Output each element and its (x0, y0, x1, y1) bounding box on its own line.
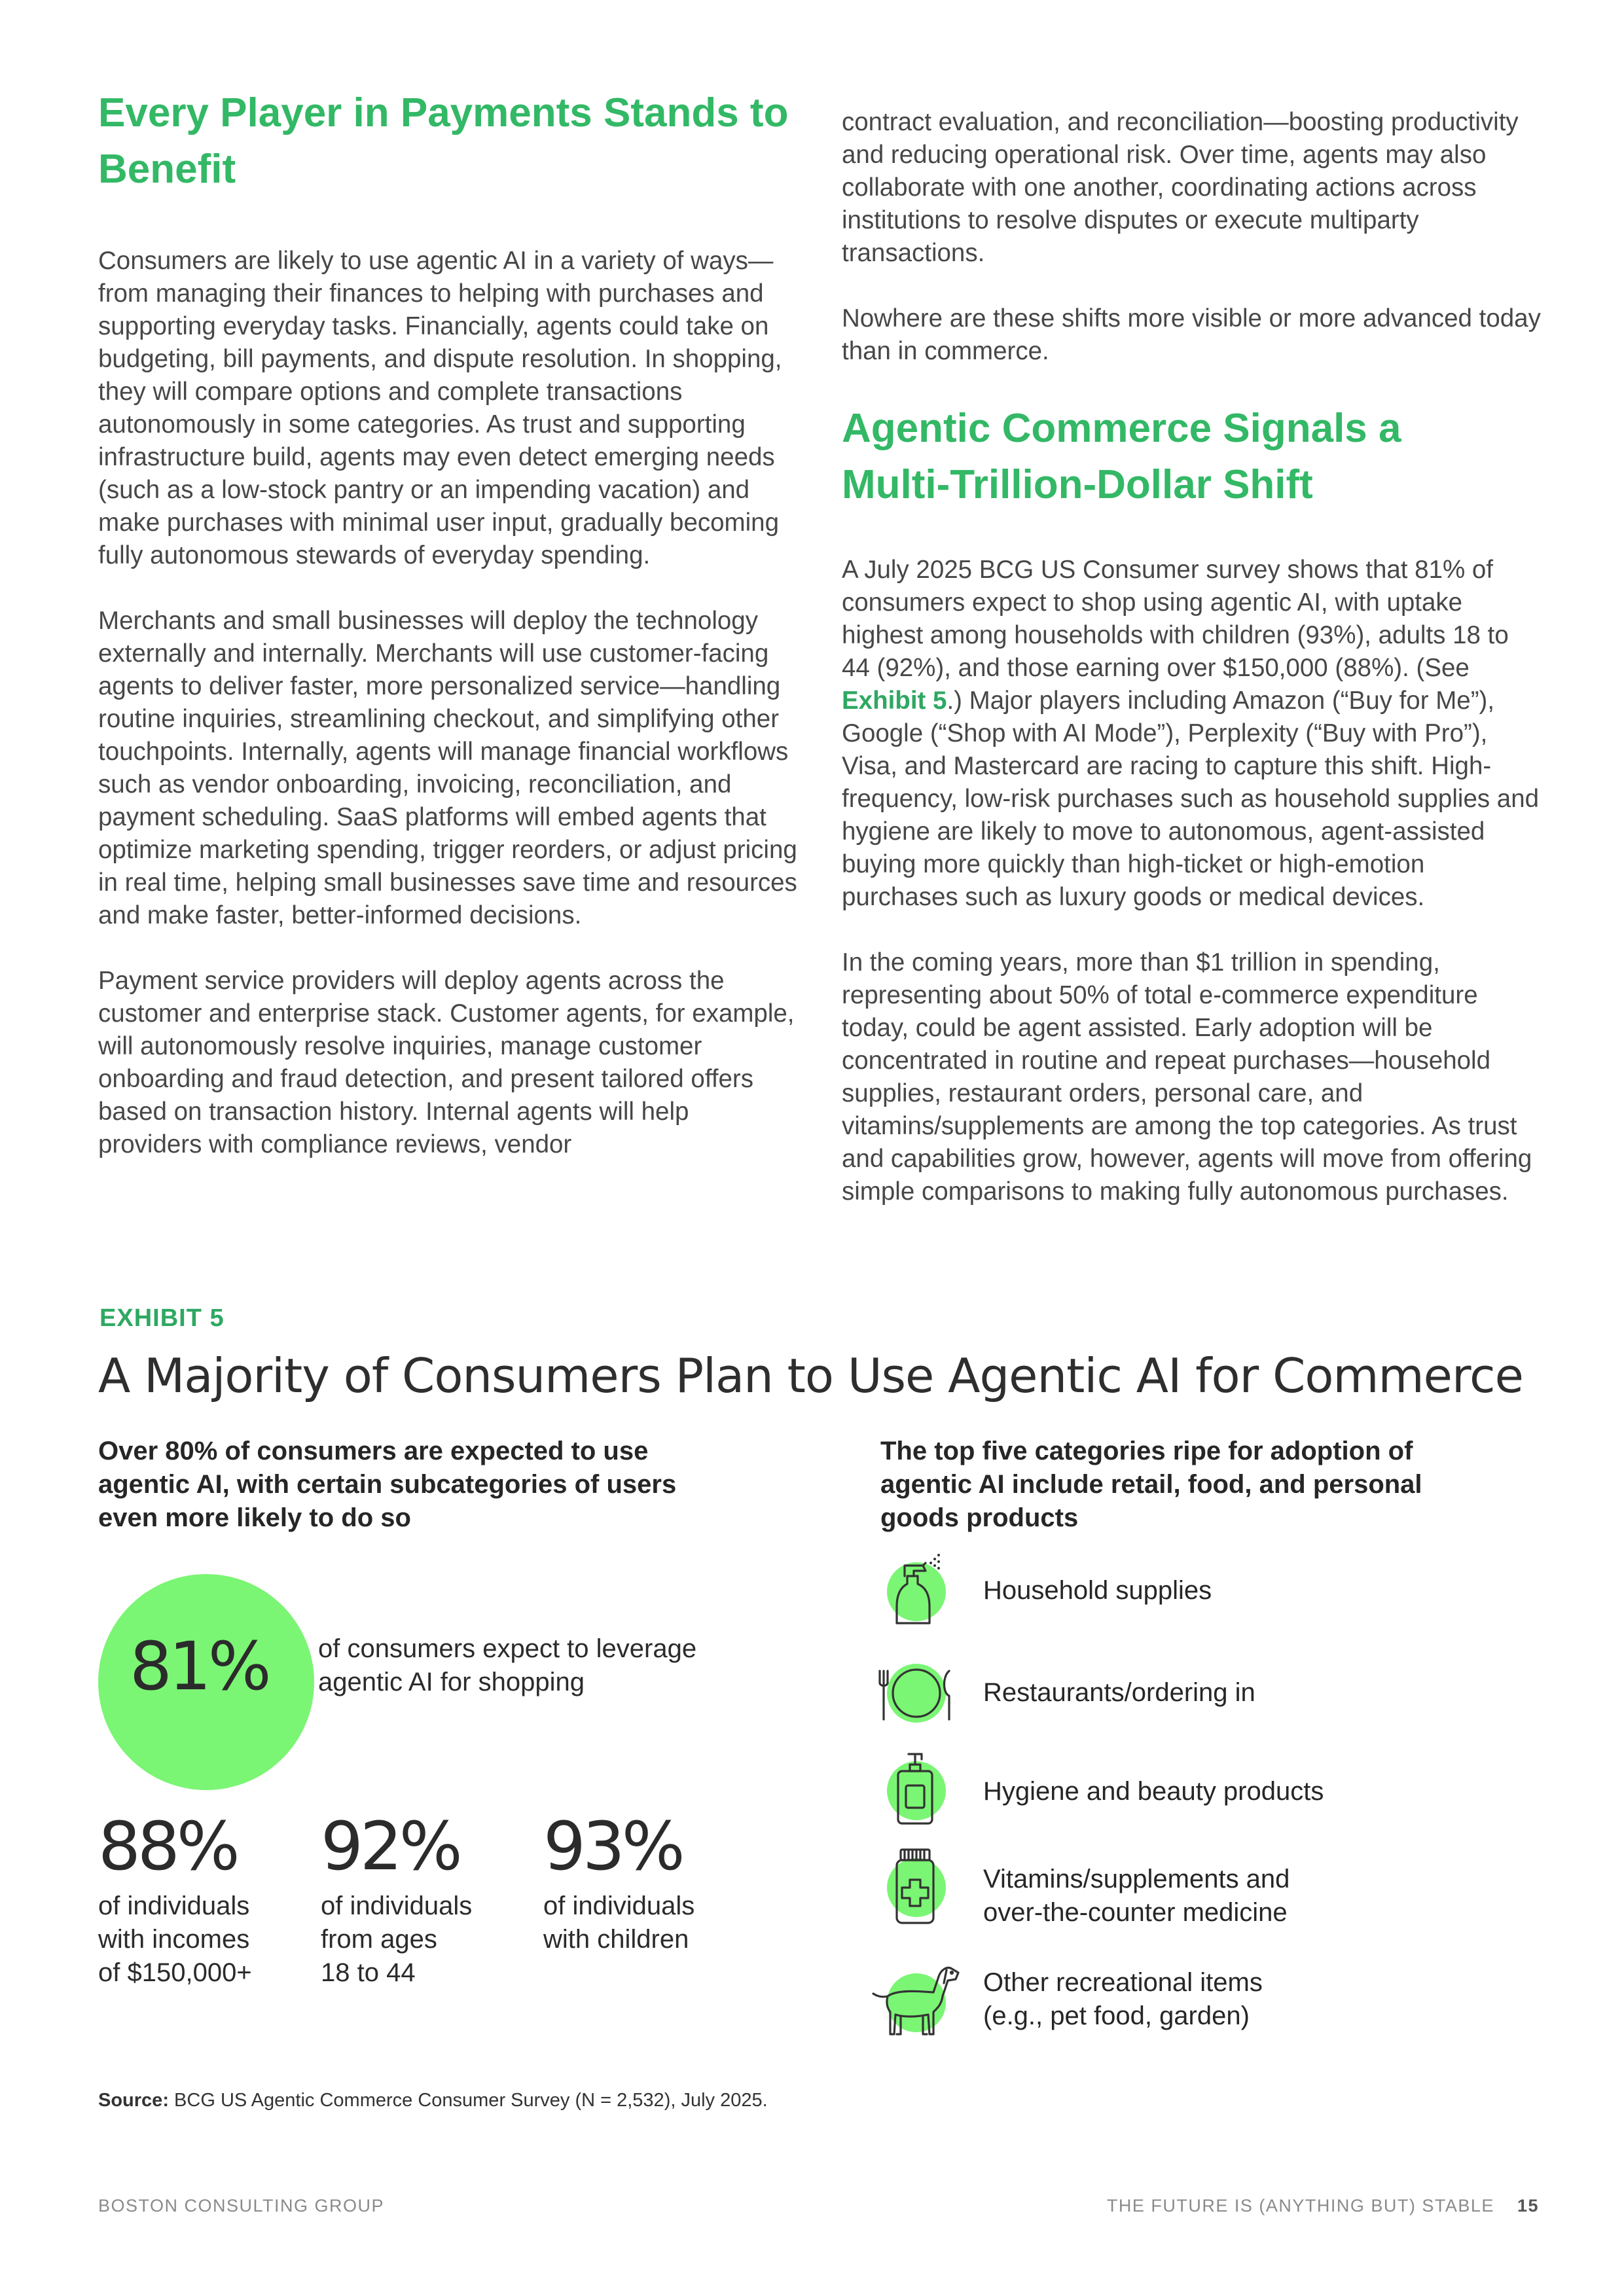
paragraph-consumers: Consumers are likely to use agentic AI in a variety of ways—from managing their finances to helping with purchases and supporting everyday tasks. Financially, agents could take on budgeting, bill payments, and dispute resolution. In shopping, they will compare options and complete transactions autonomously in some categories. As trust and supporting infrastructure build, agents may even detect emerging needs (such as a low-stock pantry or an impending vacation) and make purchases with minimal user input, gradually becoming fully autonomous stewards of everyday spending. (98, 247, 782, 569)
stat-desc-line: with children (543, 1925, 689, 1954)
category-recreational-label-line1: Other recreational items (983, 1968, 1263, 1997)
pump-bottle-svg (871, 1745, 962, 1837)
stat-desc-line: of $150,000+ (98, 1958, 252, 1987)
category-restaurants-label: Restaurants/ordering in (983, 1678, 1255, 1707)
category-household-label: Household supplies (983, 1576, 1212, 1605)
stat-children (543, 1808, 695, 1956)
stat-desc-line: of individuals (321, 1892, 473, 1920)
survey-text-start: A July 2025 BCG US Consumer survey shows that 81% of consumers expect to shop using agentic AI, with uptake highest among households with children (93%), adults 18 to 44 (92%), and those earning over $150,000 (88%). (See (842, 556, 1509, 682)
plate-cutlery-icon (871, 1647, 962, 1739)
page-number: 15 (1517, 2196, 1539, 2215)
medicine-bottle-svg (871, 1842, 962, 1933)
survey-text-end: .) Major players including Amazon (“Buy for Me”), Google (“Shop with AI Mode”), Perplexity (“Buy with Pro”), Visa, and Mastercard are racing to capture this shift. High-frequency, low-risk purchases such as household supplies and hygiene are likely to move to autonomous, agent-assisted buying more quickly than high-ticket or high-emotion purchases such as luxury goods or medical devices. (842, 687, 1540, 911)
exhibit-source (98, 2090, 768, 2111)
spray-bottle-svg (871, 1546, 962, 1638)
stat-desc-line: from ages (321, 1925, 437, 1954)
medicine-bottle-icon (871, 1842, 962, 1933)
paragraph-merchants: Merchants and small businesses will deploy the technology externally and internally. Merchants will use customer-facing agents to deliver faster, more personalized service—handling routine inquiries, streamlining checkout, and simplifying other touchpoints. Internally, agents will manage financial workflows such as vendor onboarding, invoicing, reconciliation, and payment scheduling. SaaS platforms will embed agents that optimize marketing spending, trigger reorders, or adjust pricing in real time, helping small businesses save time and resources and make faster, better-informed decisions. (98, 607, 797, 929)
paragraph-continued: contract evaluation, and reconciliation—boosting productivity and reducing operational risk. Over time, agents may also collaborate with one another, coordinating actions across institutions to resolve disputes or execute multiparty transactions. (842, 108, 1519, 267)
section-title-payments: Every Player in Payments Stands to Benefit (98, 90, 789, 192)
left-column (98, 85, 799, 1194)
category-hygiene-label: Hygiene and beauty products (983, 1777, 1324, 1806)
paragraph-survey (842, 554, 1542, 914)
spray-bottle-icon (871, 1546, 962, 1638)
headline-stat-desc-line2: agentic AI for shopping (318, 1668, 585, 1696)
headline-stat-value: 81% (130, 1628, 268, 1706)
stat-ages (321, 1808, 472, 1990)
source-label: Source: (98, 2090, 169, 2111)
headline-stat-desc-line1: of consumers expect to leverage (318, 1634, 697, 1663)
stat-desc-line: of individuals (98, 1892, 250, 1920)
paragraph-nowhere: Nowhere are these shifts more visible or more advanced today than in commerce. (842, 304, 1541, 365)
exhibit-title: A Majority of Consumers Plan to Use Agentic AI for Commerce (98, 1348, 1523, 1403)
paragraph-payment-providers: Payment service providers will deploy agents across the customer and enterprise stack. Customer agents, for example, will autonomously resolve inquiries, manage customer onboarding and fraud detection, and present tailored offers based on transaction history. Internal agents will help providers with compliance reviews, vendor (98, 967, 795, 1158)
paragraph-trillion: In the coming years, more than $1 trillion in spending, representing about 50% of total e-commerce expenditure today, could be agent assisted. Early adoption will be concentrated in routine and repeat purchases—household supplies, restaurant orders, personal care, and vitamins/supplements are among the top categories. As trust and capabilities grow, however, agents will move from offering simple comparisons to making fully autonomous purchases. (842, 948, 1532, 1206)
stat-value: 92% (321, 1808, 460, 1886)
exhibit-5-link[interactable]: Exhibit 5 (842, 687, 947, 715)
source-text: BCG US Agentic Commerce Consumer Survey (N = 2,532), July 2025. (168, 2090, 768, 2111)
exhibit-label: EXHIBIT 5 (99, 1304, 225, 1332)
stat-value: 93% (543, 1808, 682, 1886)
category-recreational-label-line2: (e.g., pet food, garden) (983, 2001, 1250, 2030)
stat-desc-line: of individuals (543, 1892, 695, 1920)
stat-income (98, 1808, 252, 1990)
category-vitamins-label-line2: over-the-counter medicine (983, 1898, 1288, 1927)
right-column (842, 106, 1542, 1241)
stat-desc-line: with incomes (98, 1925, 250, 1954)
exhibit-left-subhead: Over 80% of consumers are expected to use agentic AI, with certain subcategories of users even more likely to do so (98, 1437, 677, 1532)
dog-svg (871, 1957, 975, 2049)
footer-right (1107, 2196, 1539, 2216)
stat-value: 88% (98, 1808, 237, 1886)
footer-left: BOSTON CONSULTING GROUP (98, 2196, 385, 2215)
stat-desc-line: 18 to 44 (321, 1958, 416, 1987)
dog-icon (871, 1957, 975, 2049)
pump-bottle-icon (871, 1745, 962, 1837)
category-vitamins-label-line1: Vitamins/supplements and (983, 1865, 1290, 1893)
section-title-agentic-commerce: Agentic Commerce Signals a Multi-Trillion-Dollar Shift (842, 406, 1401, 507)
plate-cutlery-svg (871, 1647, 962, 1739)
footer-publication-title: THE FUTURE IS (ANYTHING BUT) STABLE (1106, 2196, 1494, 2215)
exhibit-right-subhead: The top five categories ripe for adoption of agentic AI include retail, food, and personal goods products (880, 1437, 1422, 1532)
